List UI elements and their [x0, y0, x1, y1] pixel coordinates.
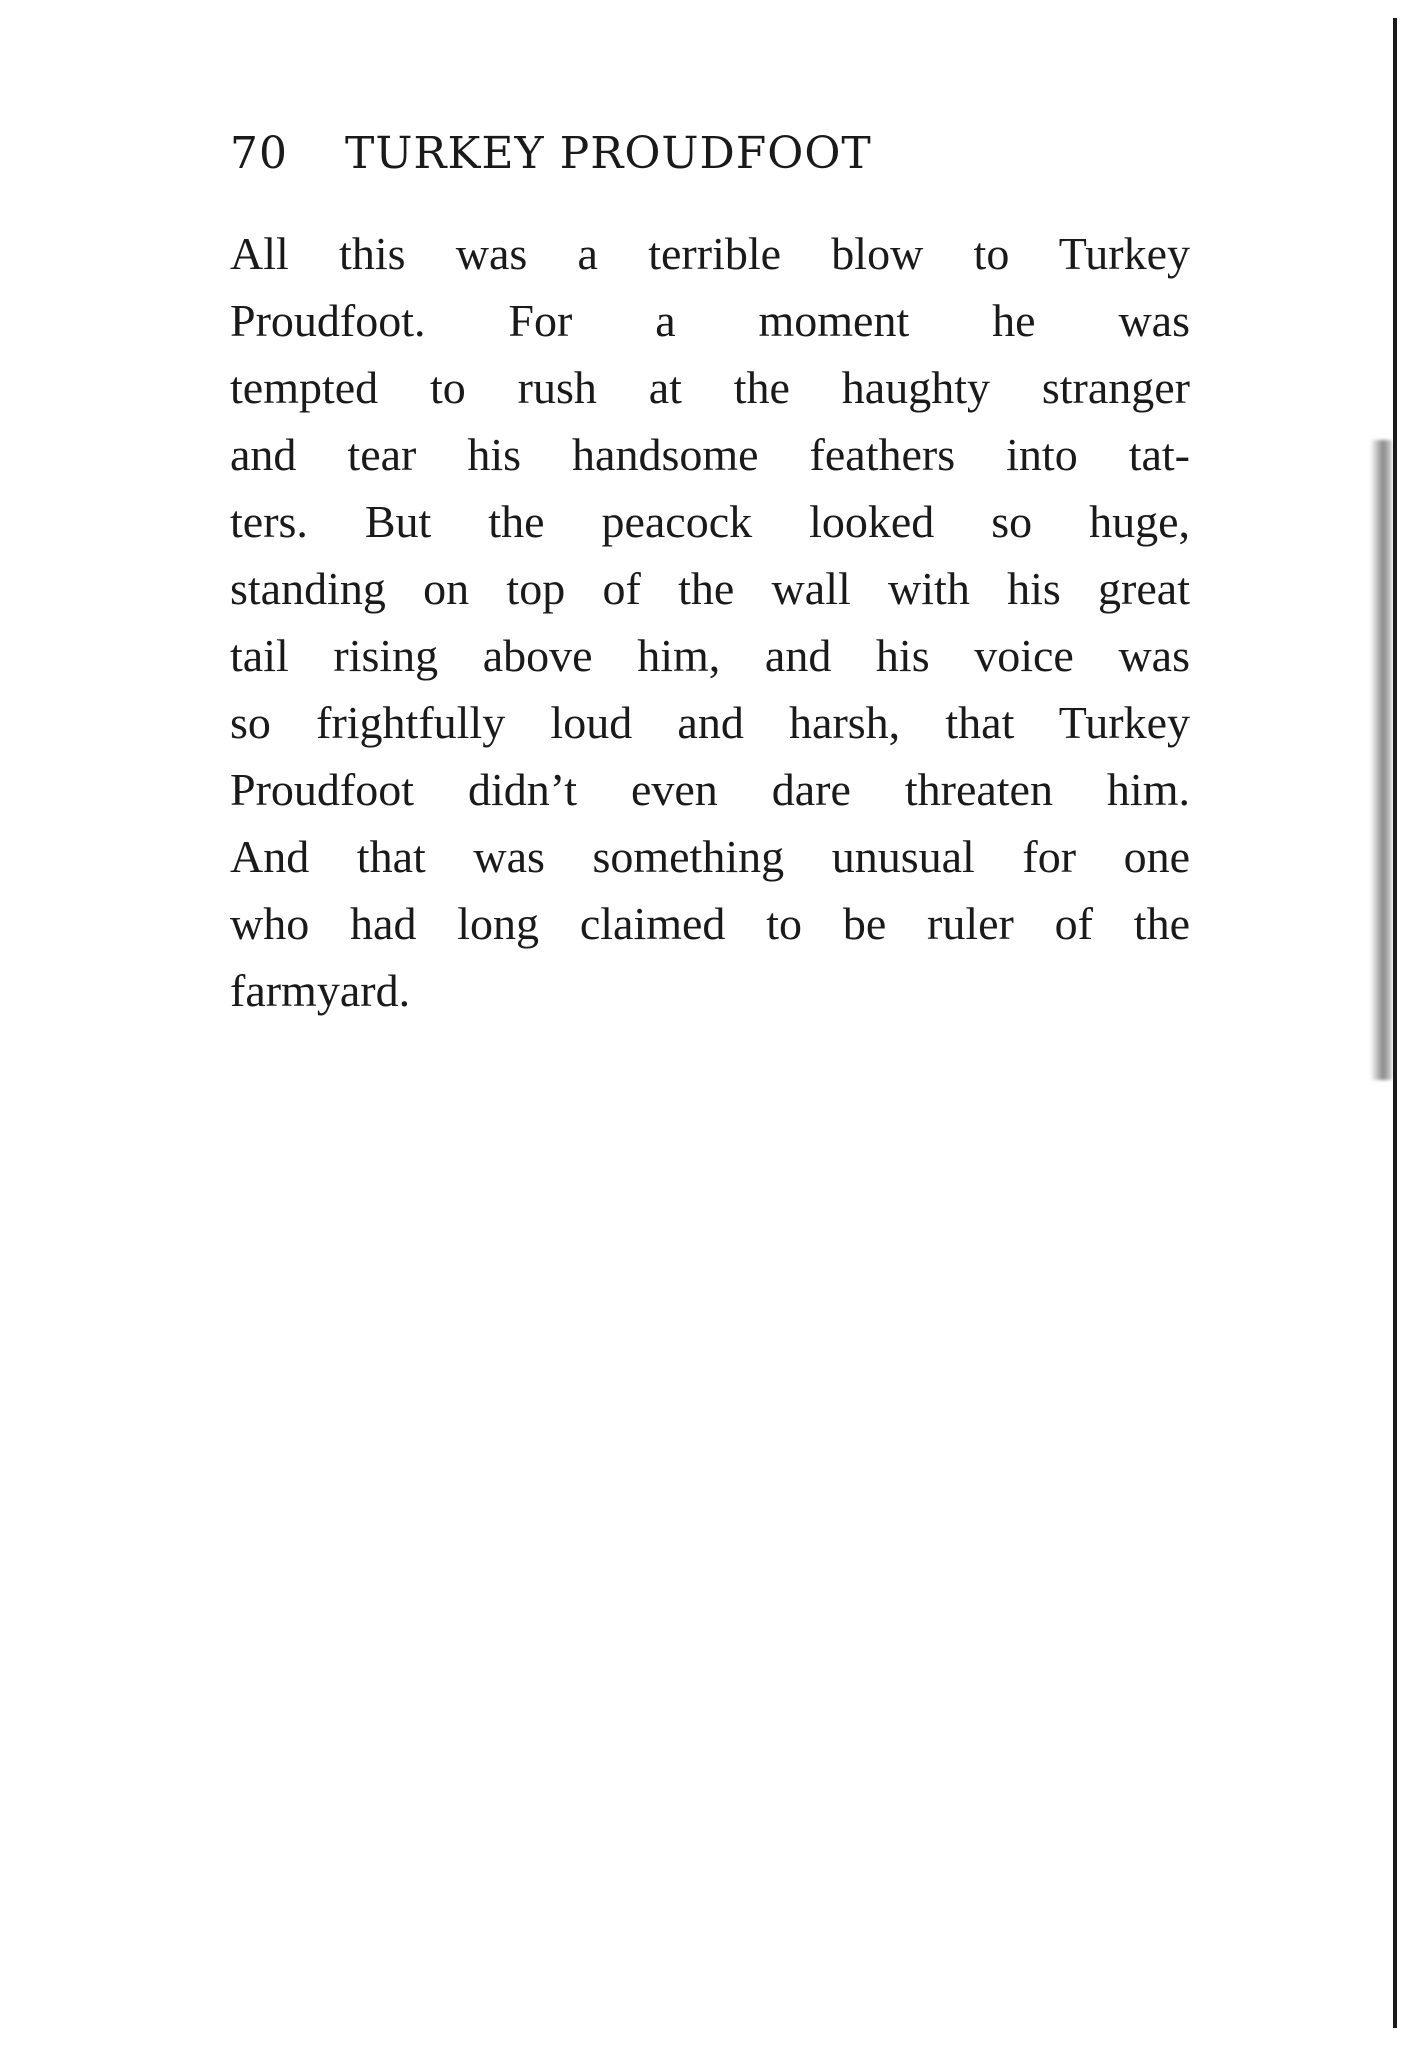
text-line: and tear his handsome feathers into tat-	[230, 429, 1190, 480]
text-line: ters. But the peacock looked so huge,	[230, 496, 1190, 547]
text-line: All this was a terrible blow to Turkey	[230, 228, 1190, 279]
running-title: TURKEY PROUDFOOT	[345, 128, 872, 179]
text-line: farmyard.	[230, 965, 411, 1016]
running-header	[230, 128, 872, 188]
binding-shadow	[1370, 440, 1392, 1080]
text-line: tempted to rush at the haughty stranger	[230, 362, 1190, 413]
text-line: tail rising above him, and his voice was	[230, 630, 1190, 681]
text-line: who had long claimed to be ruler of the	[230, 898, 1190, 949]
paragraph	[230, 220, 1190, 1024]
text-line: Proudfoot. For a moment he was	[230, 295, 1190, 346]
page-number: 70	[230, 128, 288, 179]
text-line: so frightfully loud and harsh, that Turkey	[230, 697, 1190, 748]
text-line: standing on top of the wall with his great	[230, 563, 1190, 614]
page-edge-line	[1393, 18, 1397, 2028]
text-line: Proudfoot didn’t even dare threaten him.	[230, 764, 1190, 815]
text-line: And that was something unusual for one	[230, 831, 1190, 882]
